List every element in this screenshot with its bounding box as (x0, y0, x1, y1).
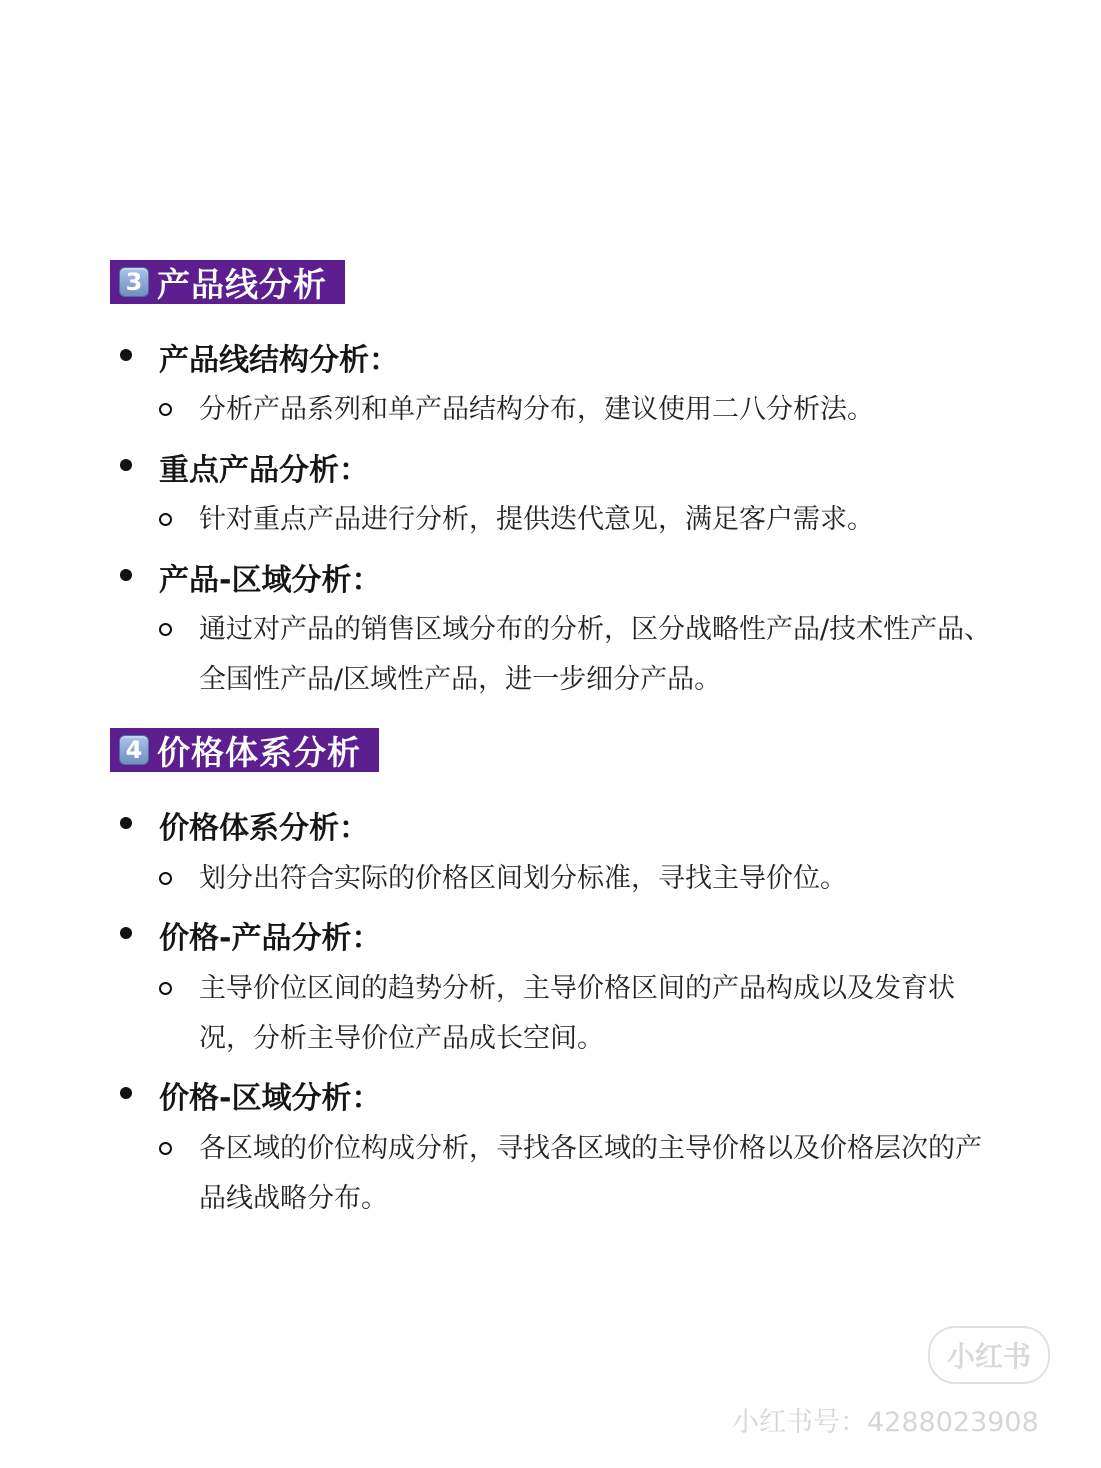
section-header-product-line (110, 260, 345, 304)
item-description: 各区域的价位构成分析，寻找各区域的主导价格以及价格层次的产品线战略分布。 (199, 1133, 982, 1214)
item-title: 产品-区域分析： (159, 563, 382, 598)
item-title: 价格-产品分析： (159, 921, 382, 956)
watermark-id-text: 小红书号：4288023908 (732, 1407, 1039, 1438)
keycap-number-3-icon: 3 (119, 267, 149, 297)
sub-bullet-circle-icon (159, 403, 172, 416)
sub-bullet-circle-icon (159, 872, 172, 885)
item-description: 划分出符合实际的价格区间划分标准，寻找主导价位。 (199, 863, 847, 894)
item-title: 产品线结构分析： (159, 343, 399, 378)
item-description: 针对重点产品进行分析，提供迭代意见，满足客户需求。 (199, 504, 874, 535)
item-description: 通过对产品的销售区域分布的分析，区分战略性产品/技术性产品、全国性产品/区域性产品，进一步细分产品。 (199, 614, 992, 695)
keycap-number-4-icon: 4 (119, 735, 149, 765)
section-header-price-system (110, 728, 379, 772)
item-description: 分析产品系列和单产品结构分布，建议使用二八分析法。 (199, 394, 874, 425)
bullet-dot-icon (120, 817, 132, 829)
item-title: 价格体系分析： (159, 811, 369, 846)
item-title: 价格-区域分析： (159, 1081, 382, 1116)
item-description: 主导价位区间的趋势分析，主导价格区间的产品构成以及发育状况，分析主导价位产品成长空间。 (199, 973, 955, 1054)
bullet-dot-icon (120, 349, 132, 361)
bullet-dot-icon (120, 927, 132, 939)
section-title: 价格体系分析 (157, 732, 361, 772)
item-title: 重点产品分析： (159, 453, 369, 488)
xiaohongshu-logo-watermark: 小红书 (928, 1326, 1050, 1384)
bullet-dot-icon (120, 569, 132, 581)
sub-bullet-circle-icon (159, 982, 172, 995)
sub-bullet-circle-icon (159, 623, 172, 636)
sub-bullet-circle-icon (159, 513, 172, 526)
sub-bullet-circle-icon (159, 1142, 172, 1155)
bullet-dot-icon (120, 459, 132, 471)
section-title: 产品线分析 (157, 264, 327, 304)
bullet-dot-icon (120, 1087, 132, 1099)
